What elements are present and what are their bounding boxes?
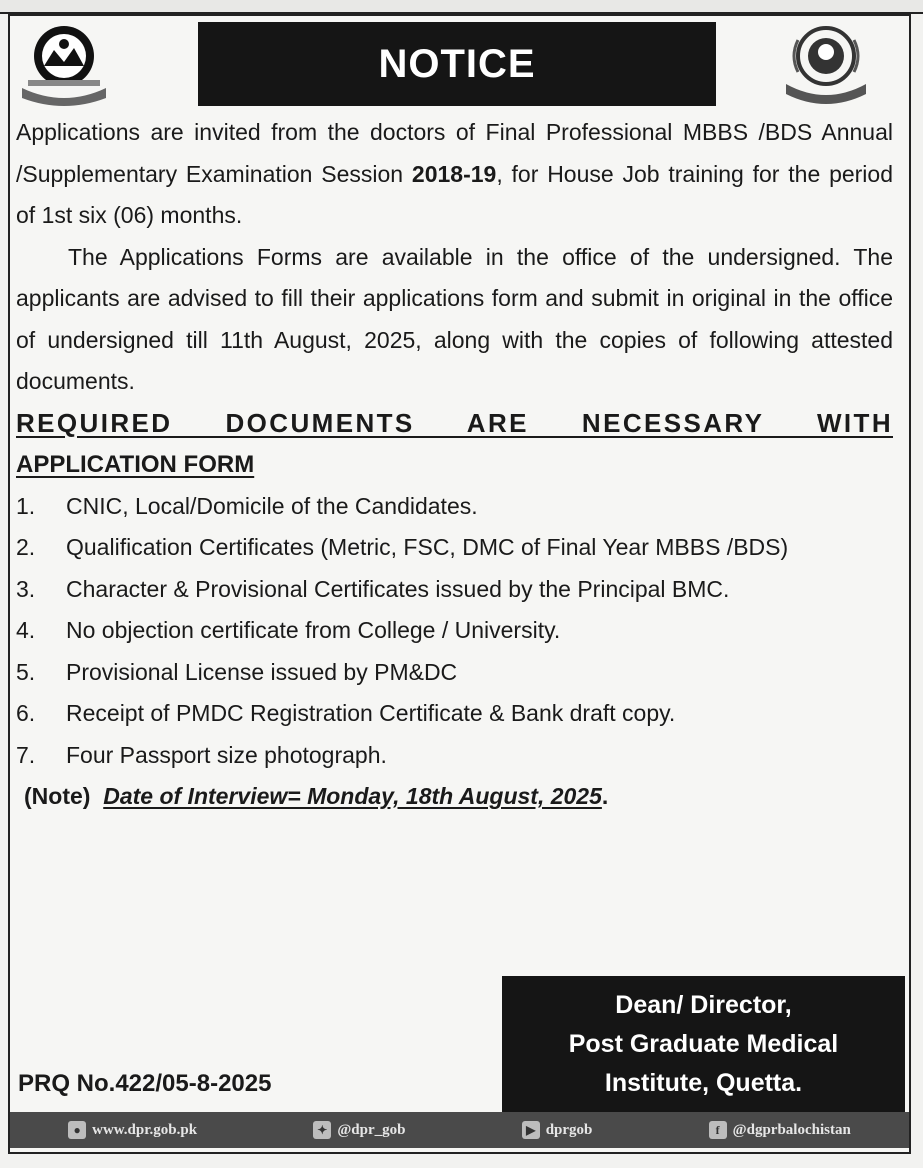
session-year: 2018-19: [411, 160, 497, 187]
intro-paragraph: Applications are invited from the doctors of Final Professional MBBS /BDS Annual /Supplementary Examination Session 2018-19, for House Job training for the period of 1st six (06) months.: [16, 119, 893, 228]
documents-list: [16, 486, 893, 777]
list-item: 6. Receipt of PMDC Registration Certificate & Bank draft copy.: [16, 700, 676, 726]
list-item: 3. Character & Provisional Certificates issued by the Principal BMC.: [16, 575, 730, 602]
signatory-location: Institute, Quetta.: [604, 1068, 803, 1097]
instructions-paragraph: The Applications Forms are available in the office of the undersigned. The applicants are advised to fill their applications form and submit in original in the office of undersigned till 11th August, 2025, along with the copies of following attested documents.: [16, 243, 893, 394]
interview-date: Date of Interview= Monday, 18th August, 2025: [103, 783, 602, 809]
government-emblem-logo: [14, 18, 114, 108]
prq-number: PRQ No.422/05-8-2025: [18, 1070, 272, 1097]
top-strip: [0, 0, 923, 14]
required-documents-heading-2: APPLICATION FORM: [16, 451, 255, 478]
list-item: 5. Provisional License issued by PM&DC: [16, 658, 458, 685]
signatory-institute: Post Graduate Medical: [568, 1029, 839, 1058]
youtube-icon: ▶: [522, 1121, 540, 1139]
signatory-title: Dean/ Director,: [615, 990, 792, 1019]
facebook-icon: f: [709, 1121, 727, 1139]
footer-bar: [10, 1112, 909, 1148]
notice-title-bar: [198, 22, 716, 106]
note-label: (Note): [24, 783, 91, 809]
list-item: 1. CNIC, Local/Domicile of the Candidates.: [16, 492, 478, 519]
footer-facebook[interactable]: f @dgprbalochistan: [709, 1121, 851, 1139]
notice-title: NOTICE: [378, 41, 536, 86]
required-documents-heading: REQUIRED DOCUMENTS ARE NECESSARY WITH: [16, 407, 893, 438]
footer-youtube[interactable]: ▶ dprgob: [522, 1121, 593, 1139]
list-item: 7. Four Passport size photograph.: [16, 741, 387, 768]
list-item: 4. No objection certificate from College / University.: [16, 617, 561, 643]
institute-seal-logo: [776, 20, 876, 110]
footer-website[interactable]: ● www.dpr.gob.pk: [68, 1121, 197, 1139]
twitter-icon: ✦: [313, 1121, 331, 1139]
globe-icon: ●: [68, 1121, 86, 1139]
signature-block: [502, 976, 905, 1112]
footer-twitter[interactable]: ✦ @dpr_gob: [313, 1121, 405, 1139]
interview-note: (Note) Date of Interview= Monday, 18th August, 2025.: [24, 783, 609, 809]
list-item: 2. Qualification Certificates (Metric, FSC, DMC of Final Year MBBS /BDS): [16, 534, 789, 560]
notice-body: [16, 112, 893, 818]
